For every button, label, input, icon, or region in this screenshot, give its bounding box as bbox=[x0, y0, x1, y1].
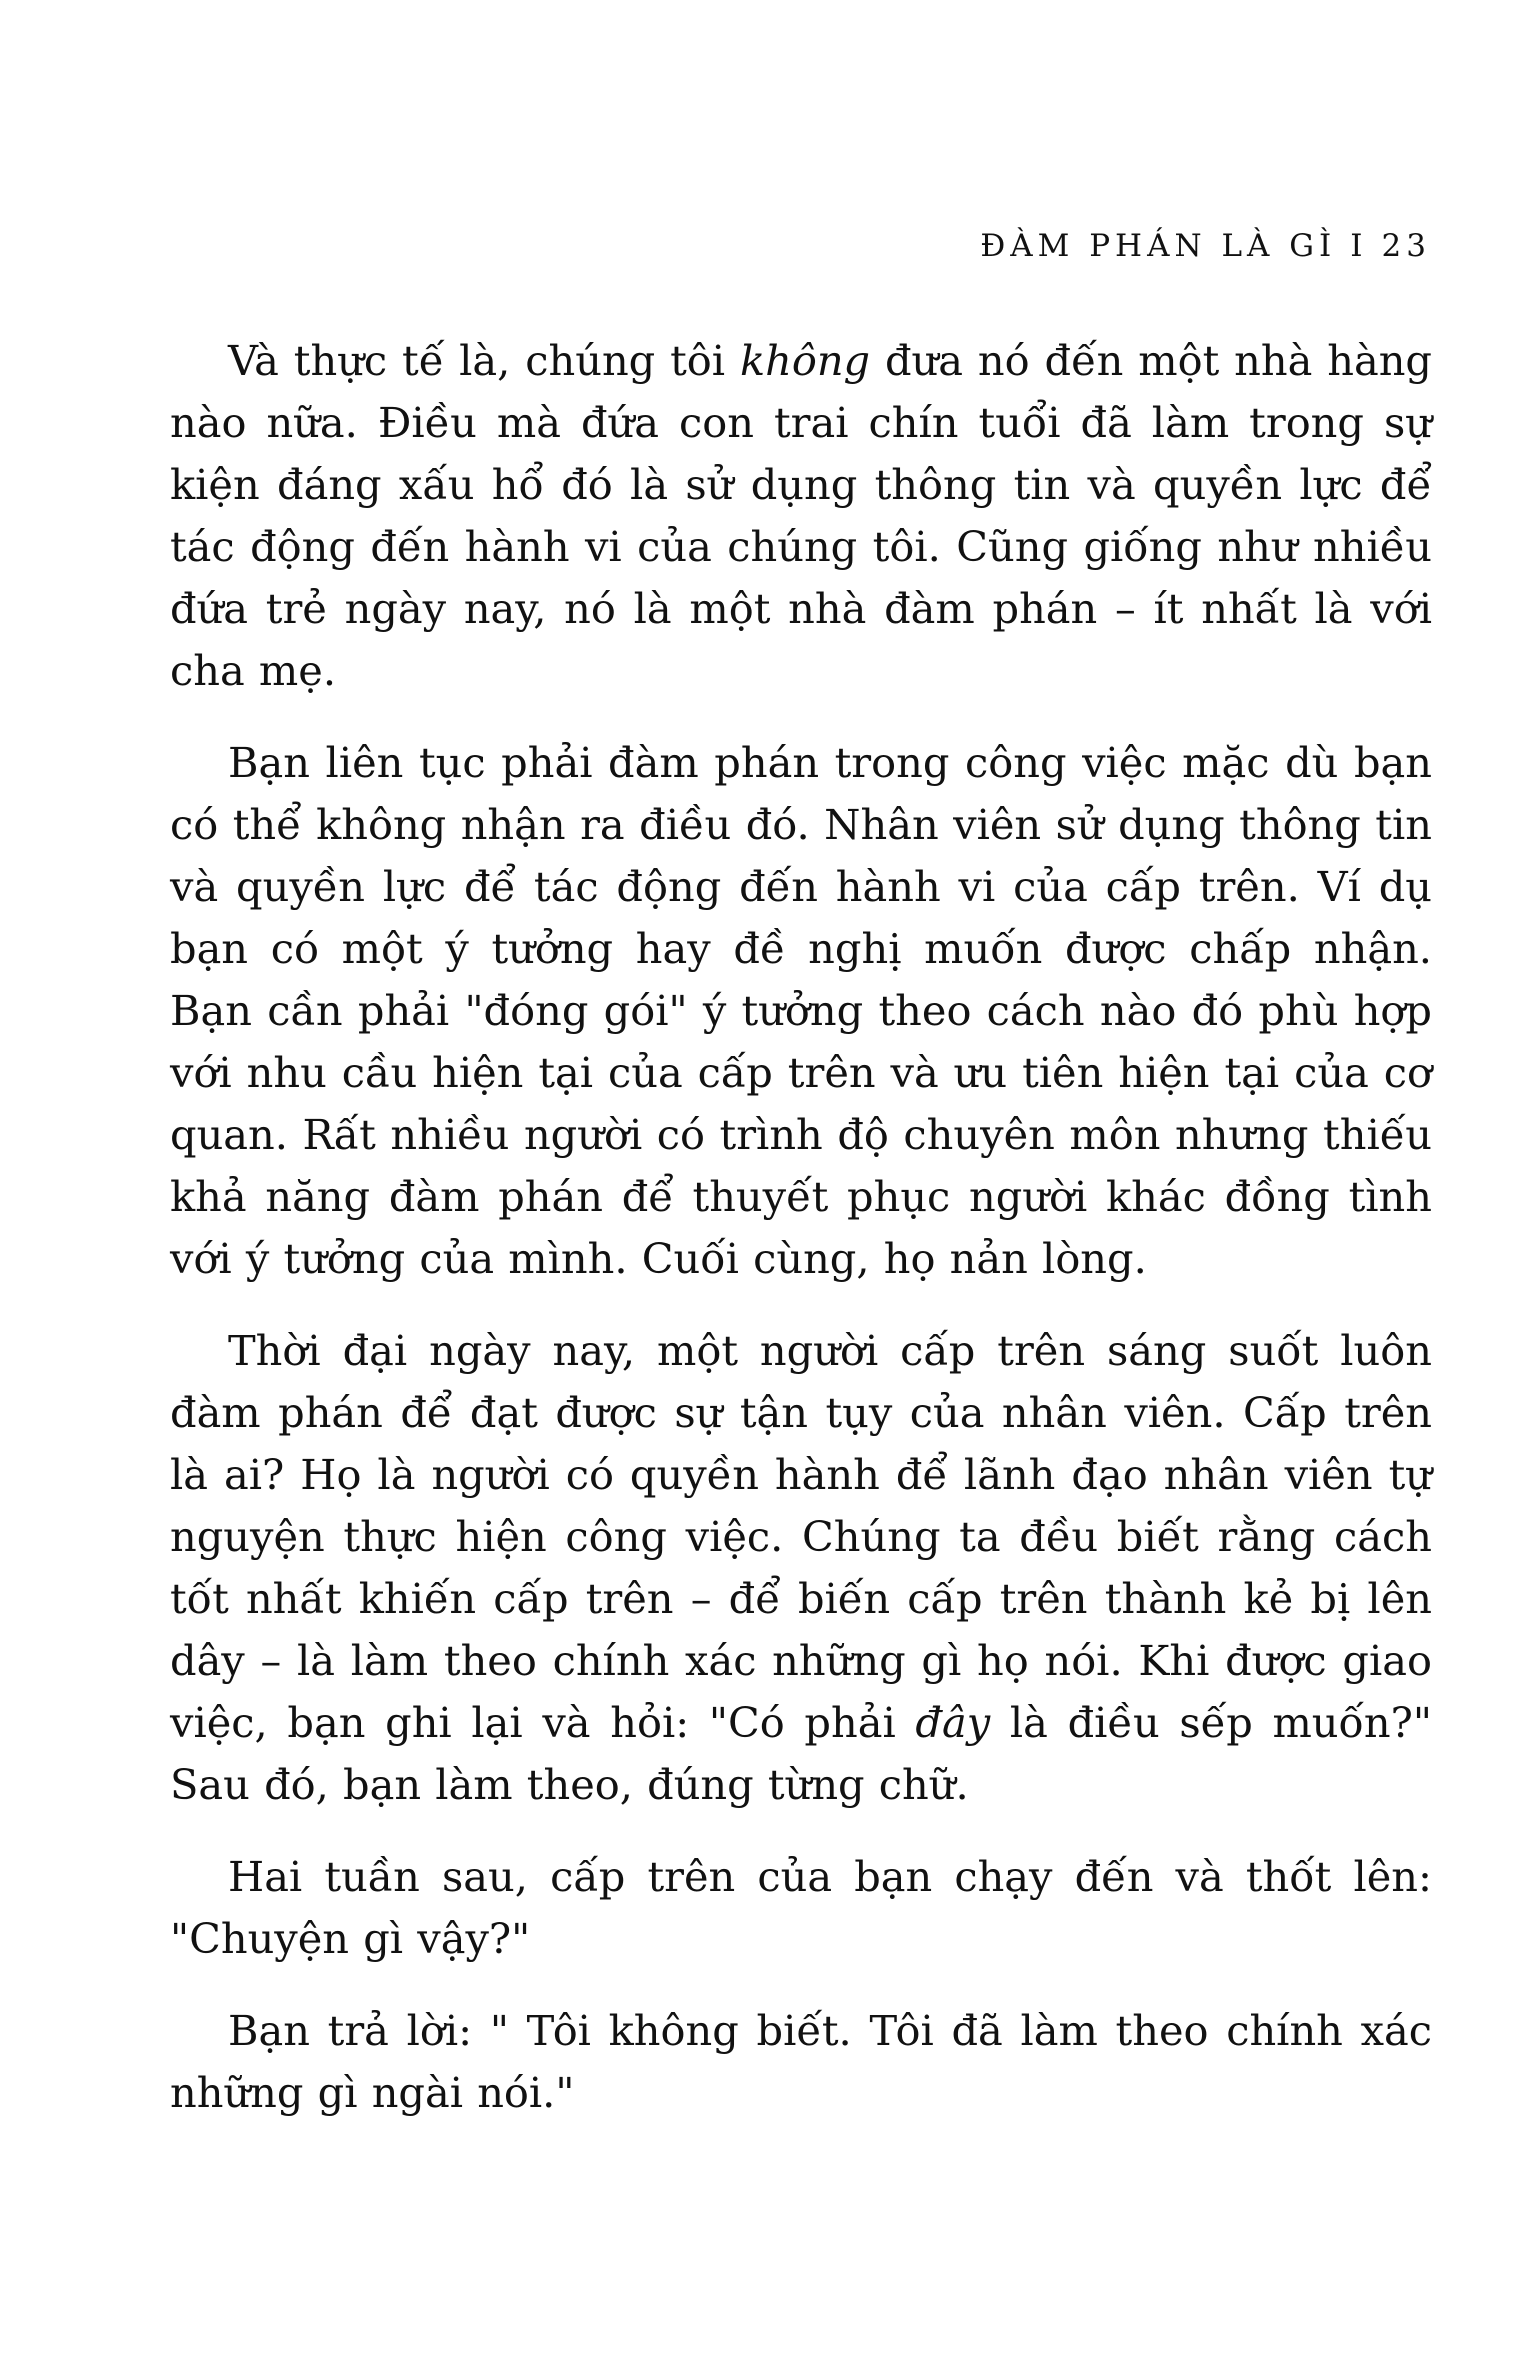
paragraph-5 bbox=[170, 2000, 1432, 2124]
body-text bbox=[170, 330, 1432, 2154]
paragraph-1-text-start: Và thực tế là, chúng tôi bbox=[228, 336, 740, 385]
paragraph-1-emphasis: không bbox=[739, 336, 871, 385]
paragraph-1-text-end: đưa nó đến một nhà hàng nào nữa. Điều mà đứa con trai chín tuổi đã làm trong sự kiện đáng xấu hổ đó là sử dụng thông tin và quyền lực để tác động đến hành vi của chúng tôi. Cũng giống như nhiều đứa trẻ ngày nay, nó là một nhà đàm phán – ít nhất là với cha mẹ. bbox=[170, 336, 1432, 695]
header-separator: I bbox=[1350, 228, 1368, 264]
paragraph-4 bbox=[170, 1846, 1432, 1970]
paragraph-3-emphasis: đây bbox=[915, 1698, 991, 1747]
paragraph-5-text: Bạn trả lời: " Tôi không biết. Tôi đã làm theo chính xác những gì ngài nói." bbox=[170, 2006, 1432, 2117]
paragraph-3 bbox=[170, 1320, 1432, 1816]
chapter-title: ĐÀM PHÁN LÀ GÌ bbox=[980, 228, 1337, 264]
paragraph-3-text-start: Thời đại ngày nay, một người cấp trên sáng suốt luôn đàm phán để đạt được sự tận tụy của nhân viên. Cấp trên là ai? Họ là người có quyền hành để lãnh đạo nhân viên tự nguyện thực hiện công việc. Chúng ta đều biết rằng cách tốt nhất khiến cấp trên – để biến cấp trên thành kẻ bị lên dây – là làm theo chính xác những gì họ nói. Khi được giao việc, bạn ghi lại và hỏi: "Có phải bbox=[170, 1326, 1432, 1747]
running-header bbox=[980, 228, 1431, 264]
paragraph-2 bbox=[170, 732, 1432, 1290]
paragraph-1 bbox=[170, 330, 1432, 702]
paragraph-3-text-end: là điều sếp muốn?" Sau đó, bạn làm theo, đúng từng chữ. bbox=[170, 1698, 1432, 1809]
page-number: 23 bbox=[1381, 228, 1431, 264]
paragraph-4-text: Hai tuần sau, cấp trên của bạn chạy đến và thốt lên: "Chuyện gì vậy?" bbox=[170, 1852, 1432, 1963]
paragraph-2-text: Bạn liên tục phải đàm phán trong công việc mặc dù bạn có thể không nhận ra điều đó. Nhân viên sử dụng thông tin và quyền lực để tác động đến hành vi của cấp trên. Ví dụ bạn có một ý tưởng hay đề nghị muốn được chấp nhận. Bạn cần phải "đóng gói" ý tưởng theo cách nào đó phù hợp với nhu cầu hiện tại của cấp trên và ưu tiên hiện tại của cơ quan. Rất nhiều người có trình độ chuyên môn nhưng thiếu khả năng đàm phán để thuyết phục người khác đồng tình với ý tưởng của mình. Cuối cùng, họ nản lòng. bbox=[170, 738, 1432, 1283]
